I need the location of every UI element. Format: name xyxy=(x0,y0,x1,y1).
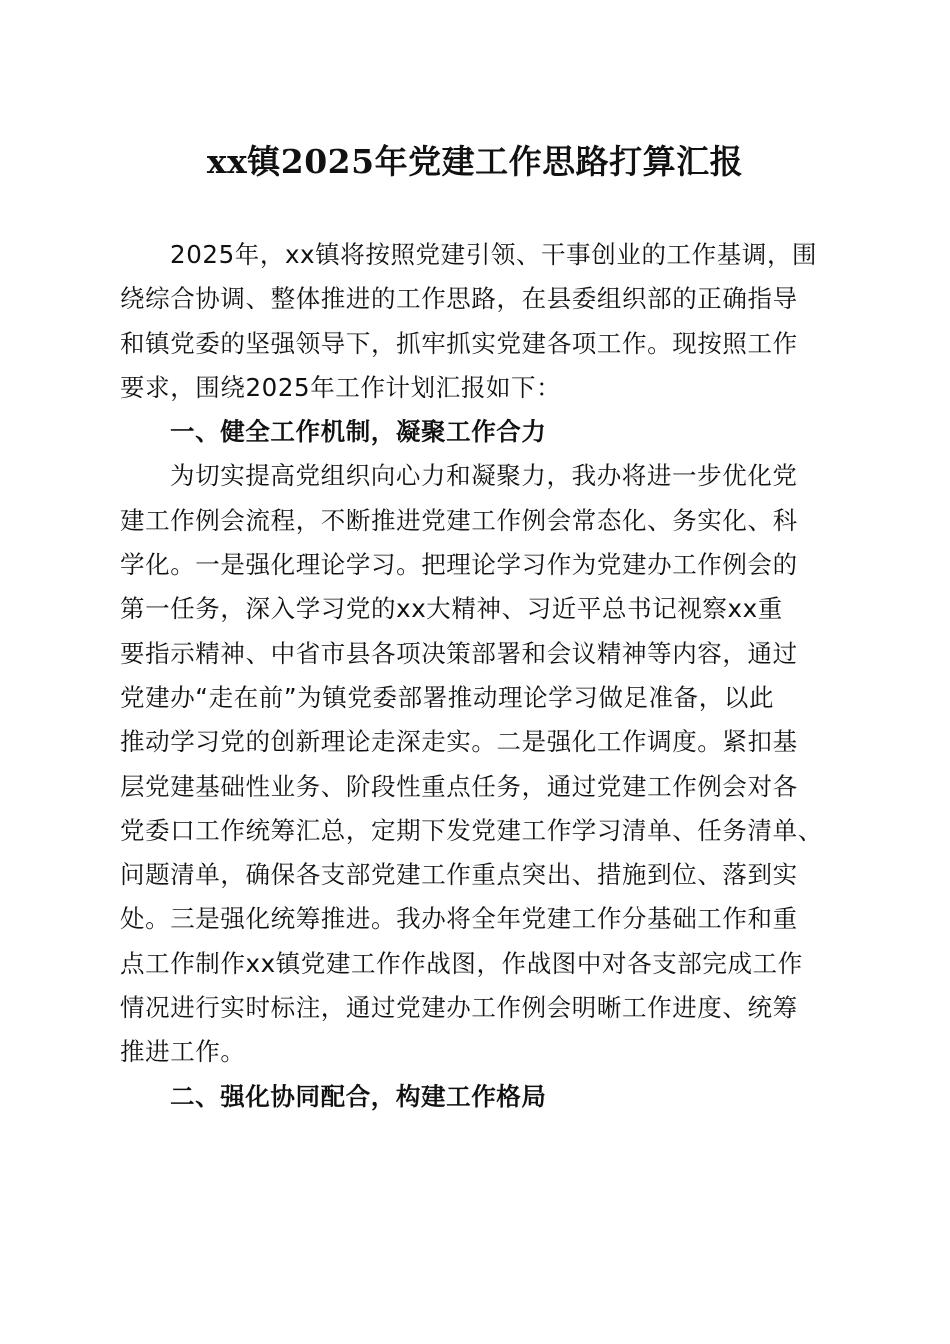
section-1-line: 要指示精神、中省市县各项决策部署和会议精神等内容，通过 xyxy=(120,638,798,668)
section-1-line: 情况进行实时标注，通过党建办工作例会明晰工作进度、统筹 xyxy=(120,993,798,1023)
section-1-line: 党委口工作统筹汇总，定期下发党建工作学习清单、任务清单、 xyxy=(120,815,823,845)
intro-line: 绕综合协调、整体推进的工作思路，在县委组织部的正确指导 xyxy=(120,284,798,314)
intro-line: 要求，围绕2025年工作计划汇报如下： xyxy=(120,372,562,402)
section-1-line: 问题清单，确保各支部党建工作重点突出、措施到位、落到实 xyxy=(120,860,798,890)
section-1-line: 为切实提高党组织向心力和凝聚力，我办将进一步优化党 xyxy=(170,461,798,491)
section-2-heading: 二、强化协同配合，构建工作格局 xyxy=(170,1081,547,1111)
section-1-line: 点工作制作xx镇党建工作作战图，作战图中对各支部完成工作 xyxy=(120,948,803,978)
section-1-line: 第一任务，深入学习党的xx大精神、习近平总书记视察xx重 xyxy=(120,594,783,624)
section-1-line: 建工作例会流程，不断推进党建工作例会常态化、务实化、科 xyxy=(120,505,798,535)
section-1-line: 党建办“走在前”为镇党委部署推动理论学习做足准备，以此 xyxy=(120,682,775,712)
section-1-line: 推进工作。 xyxy=(120,1037,246,1067)
document-body xyxy=(120,233,832,1119)
section-1-line: 层党建基础性业务、阶段性重点任务，通过党建工作例会对各 xyxy=(120,771,798,801)
section-1-heading: 一、健全工作机制，凝聚工作合力 xyxy=(170,417,547,447)
document-title: xx镇2025年党建工作思路打算汇报 xyxy=(206,142,744,181)
section-1-line: 处。三是强化统筹推进。我办将全年党建工作分基础工作和重 xyxy=(120,904,798,934)
intro-line: 2025年，xx镇将按照党建引领、干事创业的工作基调，围 xyxy=(170,240,818,269)
section-1-line: 推动学习党的创新理论走深走实。二是强化工作调度。紧扣基 xyxy=(120,727,798,757)
intro-line: 和镇党委的坚强领导下，抓牢抓实党建各项工作。现按照工作 xyxy=(120,328,798,358)
section-1-line: 学化。一是强化理论学习。把理论学习作为党建办工作例会的 xyxy=(120,550,798,580)
